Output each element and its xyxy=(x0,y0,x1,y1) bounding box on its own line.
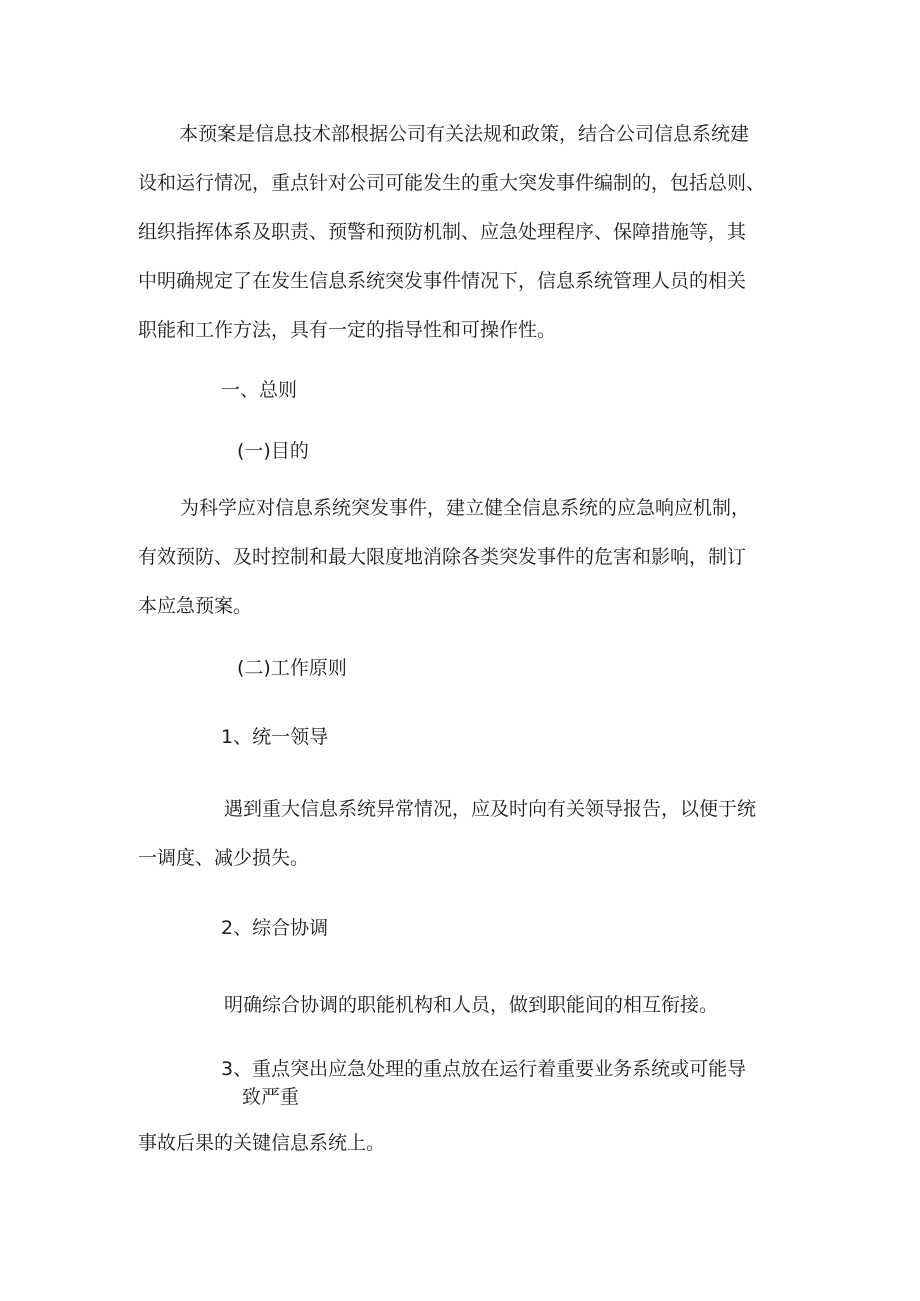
principle-3-heading-line-2: 致严重 xyxy=(242,1086,300,1108)
intro-line-4: 中明确规定了在发生信息系统突发事件情况下，信息系统管理人员的相关 xyxy=(138,270,747,292)
intro-paragraph xyxy=(138,110,765,355)
section-heading-general: 一、总则 xyxy=(221,379,298,401)
principle-3-continuation: 事故后果的关键信息系统上。 xyxy=(138,1132,386,1154)
principle-1-line-2: 一调度、减少损失。 xyxy=(138,847,310,869)
intro-line-2: 设和运行情况，重点针对公司可能发生的重大突发事件编制的，包括总则、 xyxy=(138,172,766,194)
principle-3-heading-line-1: 3、重点突出应急处理的重点放在运行着重要业务系统或可能导 xyxy=(221,1058,747,1080)
purpose-line-2: 有效预防、及时控制和最大限度地消除各类突发事件的危害和影响，制订 xyxy=(138,546,747,568)
principle-1-heading: 1、统一领导 xyxy=(221,726,329,748)
intro-line-5: 职能和工作方法，具有一定的指导性和可操作性。 xyxy=(138,319,557,341)
purpose-line-3: 本应急预案。 xyxy=(138,595,253,617)
principle-2-heading: 2、综合协调 xyxy=(221,917,329,939)
principle-1-line-1: 遇到重大信息系统异常情况，应及时向有关领导报告，以便于统 xyxy=(224,798,757,820)
principle-1-paragraph xyxy=(138,785,756,883)
intro-line-3: 组织指挥体系及职责、预警和预防机制、应急处理程序、保障措施等，其 xyxy=(138,221,747,243)
subheading-work-principles: (二)工作原则 xyxy=(237,657,347,679)
principle-3-heading xyxy=(221,1055,746,1111)
principle-2-text: 明确综合协调的职能机构和人员，做到职能间的相互衔接。 xyxy=(224,994,719,1016)
purpose-line-1: 为科学应对信息系统突发事件，建立健全信息系统的应急响应机制， xyxy=(180,497,751,519)
purpose-paragraph xyxy=(138,484,750,631)
subheading-purpose: (一)目的 xyxy=(237,440,309,462)
intro-line-1: 本预案是信息技术部根据公司有关法规和政策，结合公司信息系统建 xyxy=(179,123,750,145)
